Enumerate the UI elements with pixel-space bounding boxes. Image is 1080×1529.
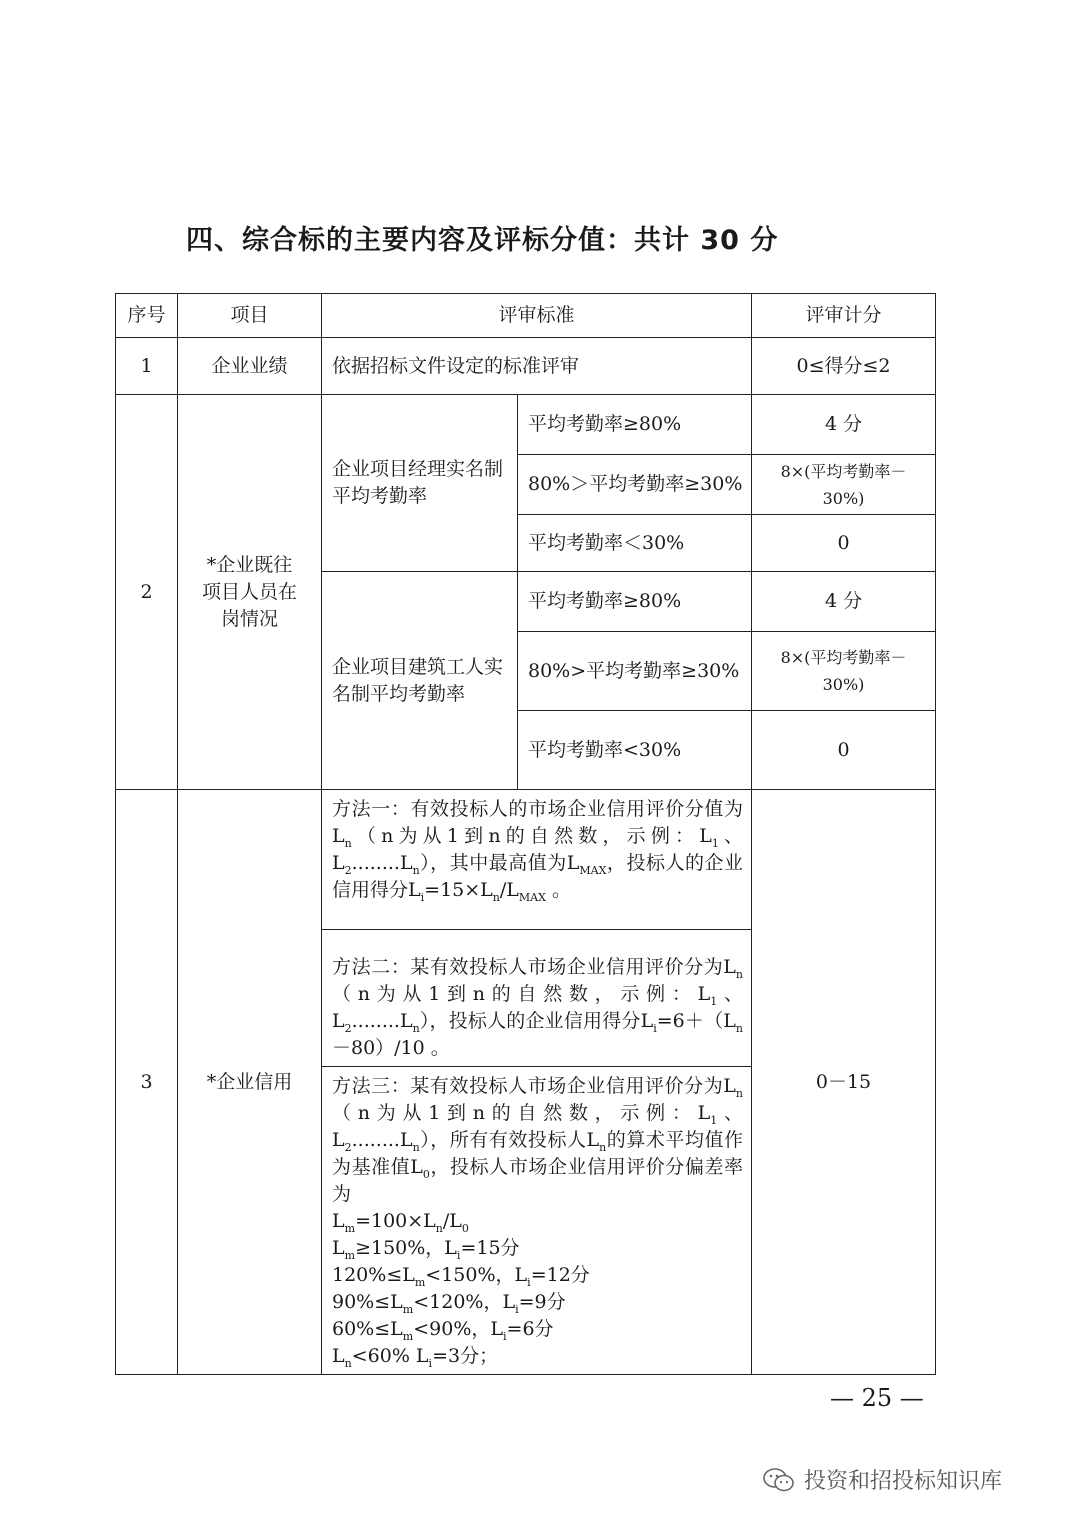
row2-a-score-1: 4 分 — [752, 395, 936, 455]
table-row — [116, 790, 936, 930]
header-item: 项目 — [178, 294, 322, 338]
formula-line: $120\%\le L_m<150\%$，$L_i=12$分 — [332, 1264, 590, 1289]
row3-no: 3 — [116, 790, 178, 1375]
row3-score: 0－15 — [752, 790, 936, 1375]
wechat-icon — [762, 1467, 796, 1493]
page-number: — 25 — — [830, 1384, 924, 1412]
row2-a-cond-3: 平均考勤率＜30% — [518, 515, 752, 572]
row2-b-score-1: 4 分 — [752, 572, 936, 632]
row1-no: 1 — [116, 338, 178, 395]
credit-method-1: 方法一：有效投标人的市场企业信用评价分值为$L_n(n$为从1到n的自然数，示例：$L_1$、$L_2........L_n$），其中最高值为$L_{MAX}$，投标人的企业信用得分$L_i=15\times L_n/L_{MAX}$ 。 — [322, 790, 752, 930]
header-criteria: 评审标准 — [322, 294, 752, 338]
row1-score: 0≤得分≤2 — [752, 338, 936, 395]
row2-group-b-label: 企业项目建筑工人实名制平均考勤率 — [322, 572, 518, 790]
row2-b-cond-2: 80%>平均考勤率≥30% — [518, 632, 752, 711]
row2-a-cond-2: 80%＞平均考勤率≥30% — [518, 455, 752, 515]
formula-line: $60\%\le L_m<90\%$，$L_i=6$分 — [332, 1318, 554, 1343]
credit-method-3: 方法三：某有效投标人市场企业信用评价分为$L_n(n$为从1到n的自然数，示例：$L_1$、$L_2........L_n$），所有有效投标人$L_n$的算术平均值作为基准值$L_0$，投标人市场企业信用评价分偏差率为 $L_m=100\times L_n/L_0$ $L_m\ge 150\%$，$L_i=15$分 $120\%\le L_m<150\%$，$L_i=12$分 $90\%\le L_m<120\%$，$L_i=9$分 $60\%\le L_m<90\%$，$L_i=6$分 $L_n<60\%$ $L_i=3$分； — [322, 1067, 752, 1375]
scoring-table — [115, 293, 936, 1375]
row2-a-cond-1: 平均考勤率≥80% — [518, 395, 752, 455]
section-heading: 四、综合标的主要内容及评标分值：共计 30 分 — [186, 225, 779, 256]
credit-method-2: 方法二：某有效投标人市场企业信用评价分为$L_n(n$为从1到n的自然数，示例：$L_1$、$L_2........L_n$），投标人的企业信用得分$L_i=6+(L_n-80)/10$ 。 — [322, 930, 752, 1067]
header-score: 评审计分 — [752, 294, 936, 338]
watermark — [762, 1464, 1002, 1495]
row2-a-score-2: 8×(平均考勤率－30%) — [752, 455, 936, 515]
watermark-text: 投资和招投标知识库 — [804, 1469, 1003, 1494]
table-row — [116, 338, 936, 395]
formula-line: $90\%\le L_m<120\%$，$L_i=9$分 — [332, 1291, 566, 1316]
row1-criteria: 依据招标文件设定的标准评审 — [322, 338, 752, 395]
formula-line: $L_m=100\times L_n/L_0$ — [332, 1210, 469, 1235]
row2-no: 2 — [116, 395, 178, 790]
row2-item: *企业既往项目人员在岗情况 — [178, 395, 322, 790]
row1-item: 企业业绩 — [178, 338, 322, 395]
row3-item: *企业信用 — [178, 790, 322, 1375]
table-header-row — [116, 294, 936, 338]
row2-b-cond-1: 平均考勤率≥80% — [518, 572, 752, 632]
row2-a-score-3: 0 — [752, 515, 936, 572]
formula-line: $L_m\ge 150\%$，$L_i=15$分 — [332, 1237, 520, 1262]
table-row — [116, 395, 936, 455]
row2-b-cond-3: 平均考勤率<30% — [518, 711, 752, 790]
row2-b-score-2: 8×(平均考勤率－30%) — [752, 632, 936, 711]
formula-line: $L_n<60\%$ $L_i=3$分； — [332, 1345, 499, 1370]
header-no: 序号 — [116, 294, 178, 338]
row2-b-score-3: 0 — [752, 711, 936, 790]
row2-group-a-label: 企业项目经理实名制平均考勤率 — [322, 395, 518, 572]
